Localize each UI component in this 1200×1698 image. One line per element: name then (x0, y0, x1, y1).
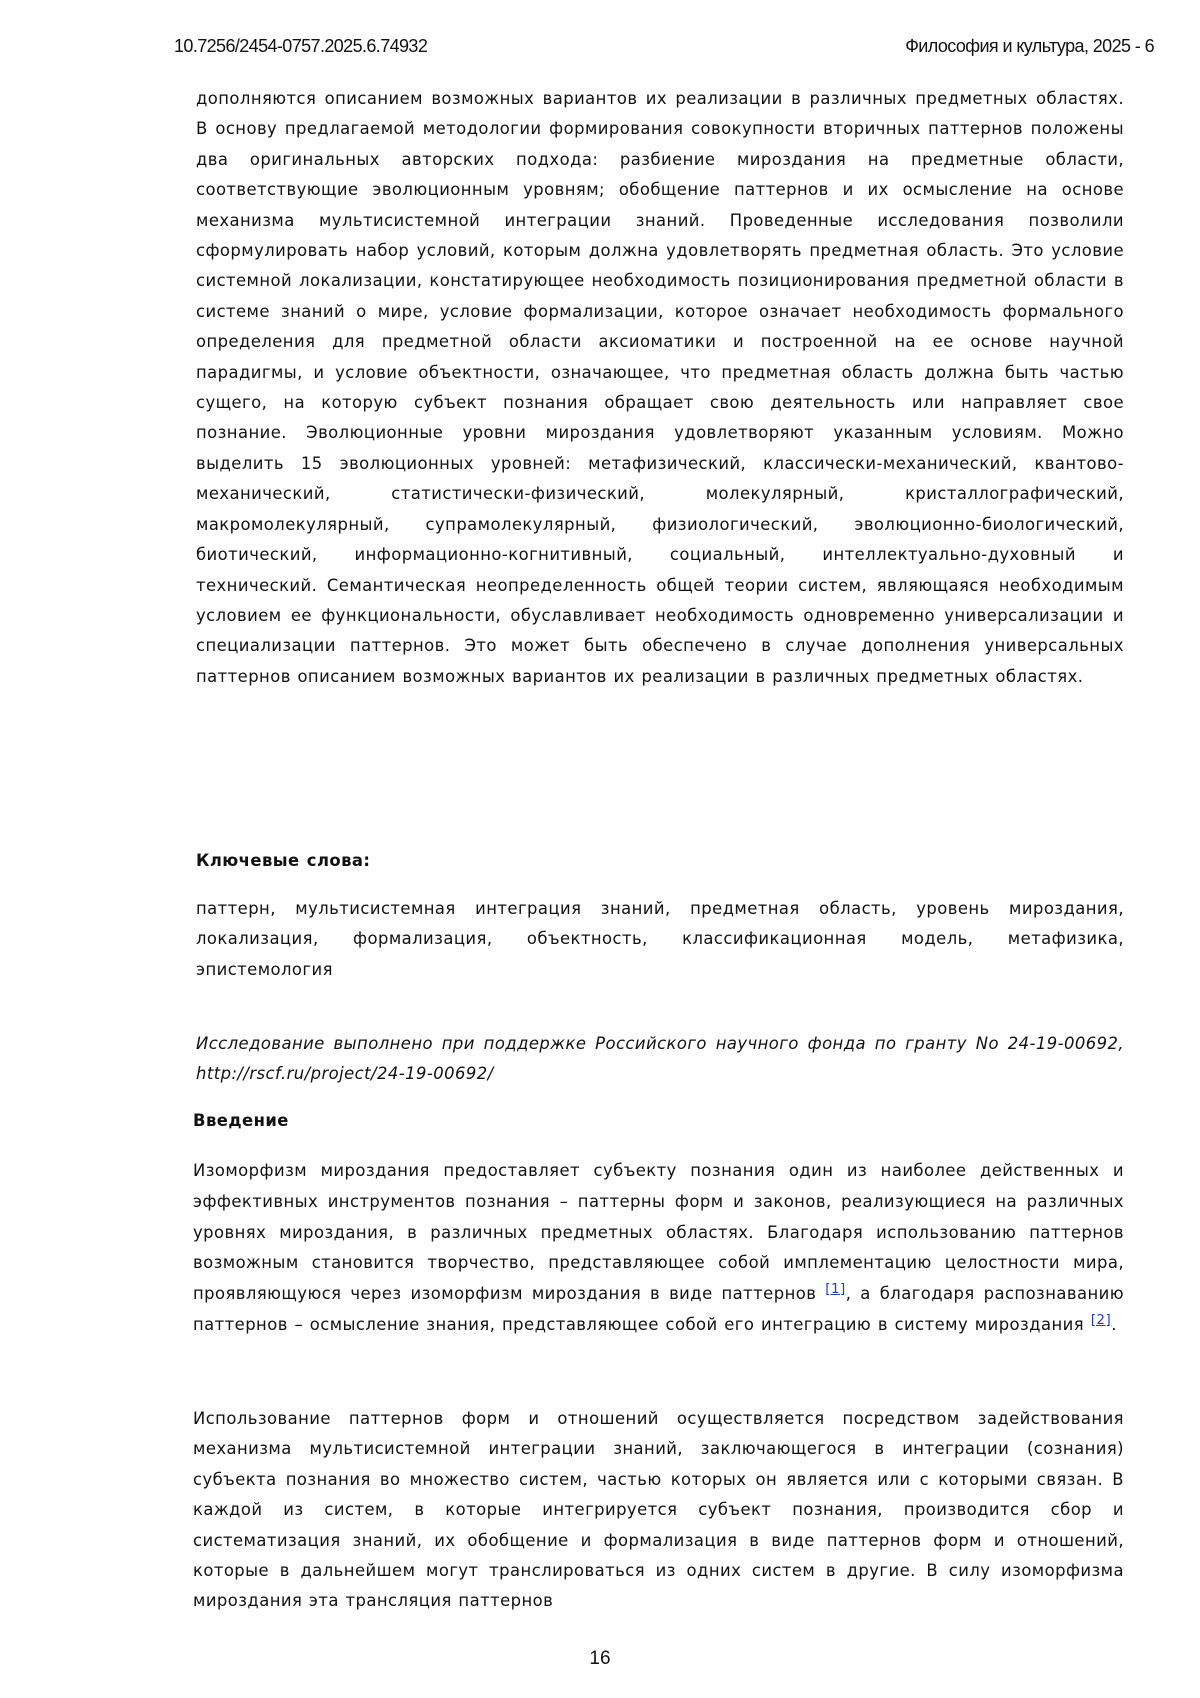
introduction-paragraph-2 (193, 1404, 1124, 1617)
intro-paragraph-1-text (193, 1156, 1124, 1341)
intro-p1-text-part-3: . (1111, 1315, 1117, 1334)
grant-acknowledgement (196, 1029, 1124, 1090)
page-number: 16 (0, 1648, 1200, 1670)
reference-link-2[interactable]: [2] (1091, 1312, 1111, 1328)
abstract-paragraph: дополняются описанием возможных вариантов их реализации в различных предметных областях. В основу предлагаемой методологии формирования совокупности вторичных паттернов положены два оригинальных авторских подхода: разбиение мироздания на предметные области, соответствующие эволюционным уровням; обобщение паттернов и их осмысление на основе механизма мультисистемной интеграции знаний. Проведенные исследования позволили сформулировать набор условий, которым должна удовлетворять предметная область. Это условие системной локализации, констатирующее необходимость позиционирования предметной области в системе знаний о мире, условие формализации, которое означает необходимость формального определения для предметной области аксиоматики и построенной на ее основе научной парадигмы, и условие объектности, означающее, что предметная область должна быть частью сущего, на которую субъект познания обращает свою деятельность или направляет свое познание. Эволюционные уровни мироздания удовлетворяют указанным условиям. Можно выделить 15 эволюционных уровней: метафизический, классически-механический, квантово-механический, статистически-физический, молекулярный, кристаллографический, макромолекулярный, супрамолекулярный, физиологический, эволюционно-биологический, биотический, информационно-когнитивный, социальный, интеллектуально-духовный и технический. Семантическая неопределенность общей теории систем, являющаяся необходимым условием ее функциональности, обуславливает необходимость одновременно универсализации и специализации паттернов. Это может быть обеспечено в случае дополнения универсальных паттернов описанием возможных вариантов их реализации в различных предметных областях. (196, 84, 1124, 692)
grant-note: Исследование выполнено при поддержке Российского научного фонда по гранту No 24-19-00692, http://rscf.ru/project/24-19-00692/ (196, 1029, 1124, 1090)
doi-header: 10.7256/2454-0757.2025.6.74932 (174, 36, 427, 57)
reference-link-1[interactable]: [1] (825, 1281, 845, 1297)
keywords-section (196, 894, 1124, 985)
abstract-section (196, 84, 1124, 692)
intro-p1-text-part-1: Изоморфизм мироздания предоставляет субъекту познания один из наиболее действенных и эффективных инструментов познания – паттерны форм и законов, реализующиеся на различных уровнях мироздания, в различных предметных областях. Благодаря использованию паттернов возможным становится творчество, представляющее собой имплементацию целостности мира, проявляющуюся через изоморфизм мироздания в виде паттернов (193, 1161, 1124, 1303)
intro-paragraph-2-text: Использование паттернов форм и отношений осуществляется посредством задействования механизма мультисистемной интеграции знаний, заключающегося в интеграции (сознания) субъекта познания во множество систем, частью которых он является или с которыми связан. В каждой из систем, в которые интегрируется субъект познания, производится сбор и систематизация знаний, их обобщение и формализация в виде паттернов форм и отношений, которые в дальнейшем могут транслироваться из одних систем в другие. В силу изоморфизма мироздания эта трансляция паттернов (193, 1404, 1124, 1617)
journal-header: Философия и культура, 2025 - 6 (905, 36, 1154, 57)
introduction-paragraph-1 (193, 1156, 1124, 1341)
introduction-heading: Введение (193, 1106, 1121, 1136)
keywords-list: паттерн, мультисистемная интеграция знаний, предметная область, уровень мироздания, локализация, формализация, объектность, классификационная модель, метафизика, эпистемология (196, 894, 1124, 985)
keywords-heading: Ключевые слова: (196, 846, 1124, 876)
page (0, 0, 1200, 1698)
intro-p1-text-part-2: , а благодаря распознаванию паттернов – осмысление знания, представляющее собой его интеграцию в систему мироздания (193, 1284, 1124, 1334)
